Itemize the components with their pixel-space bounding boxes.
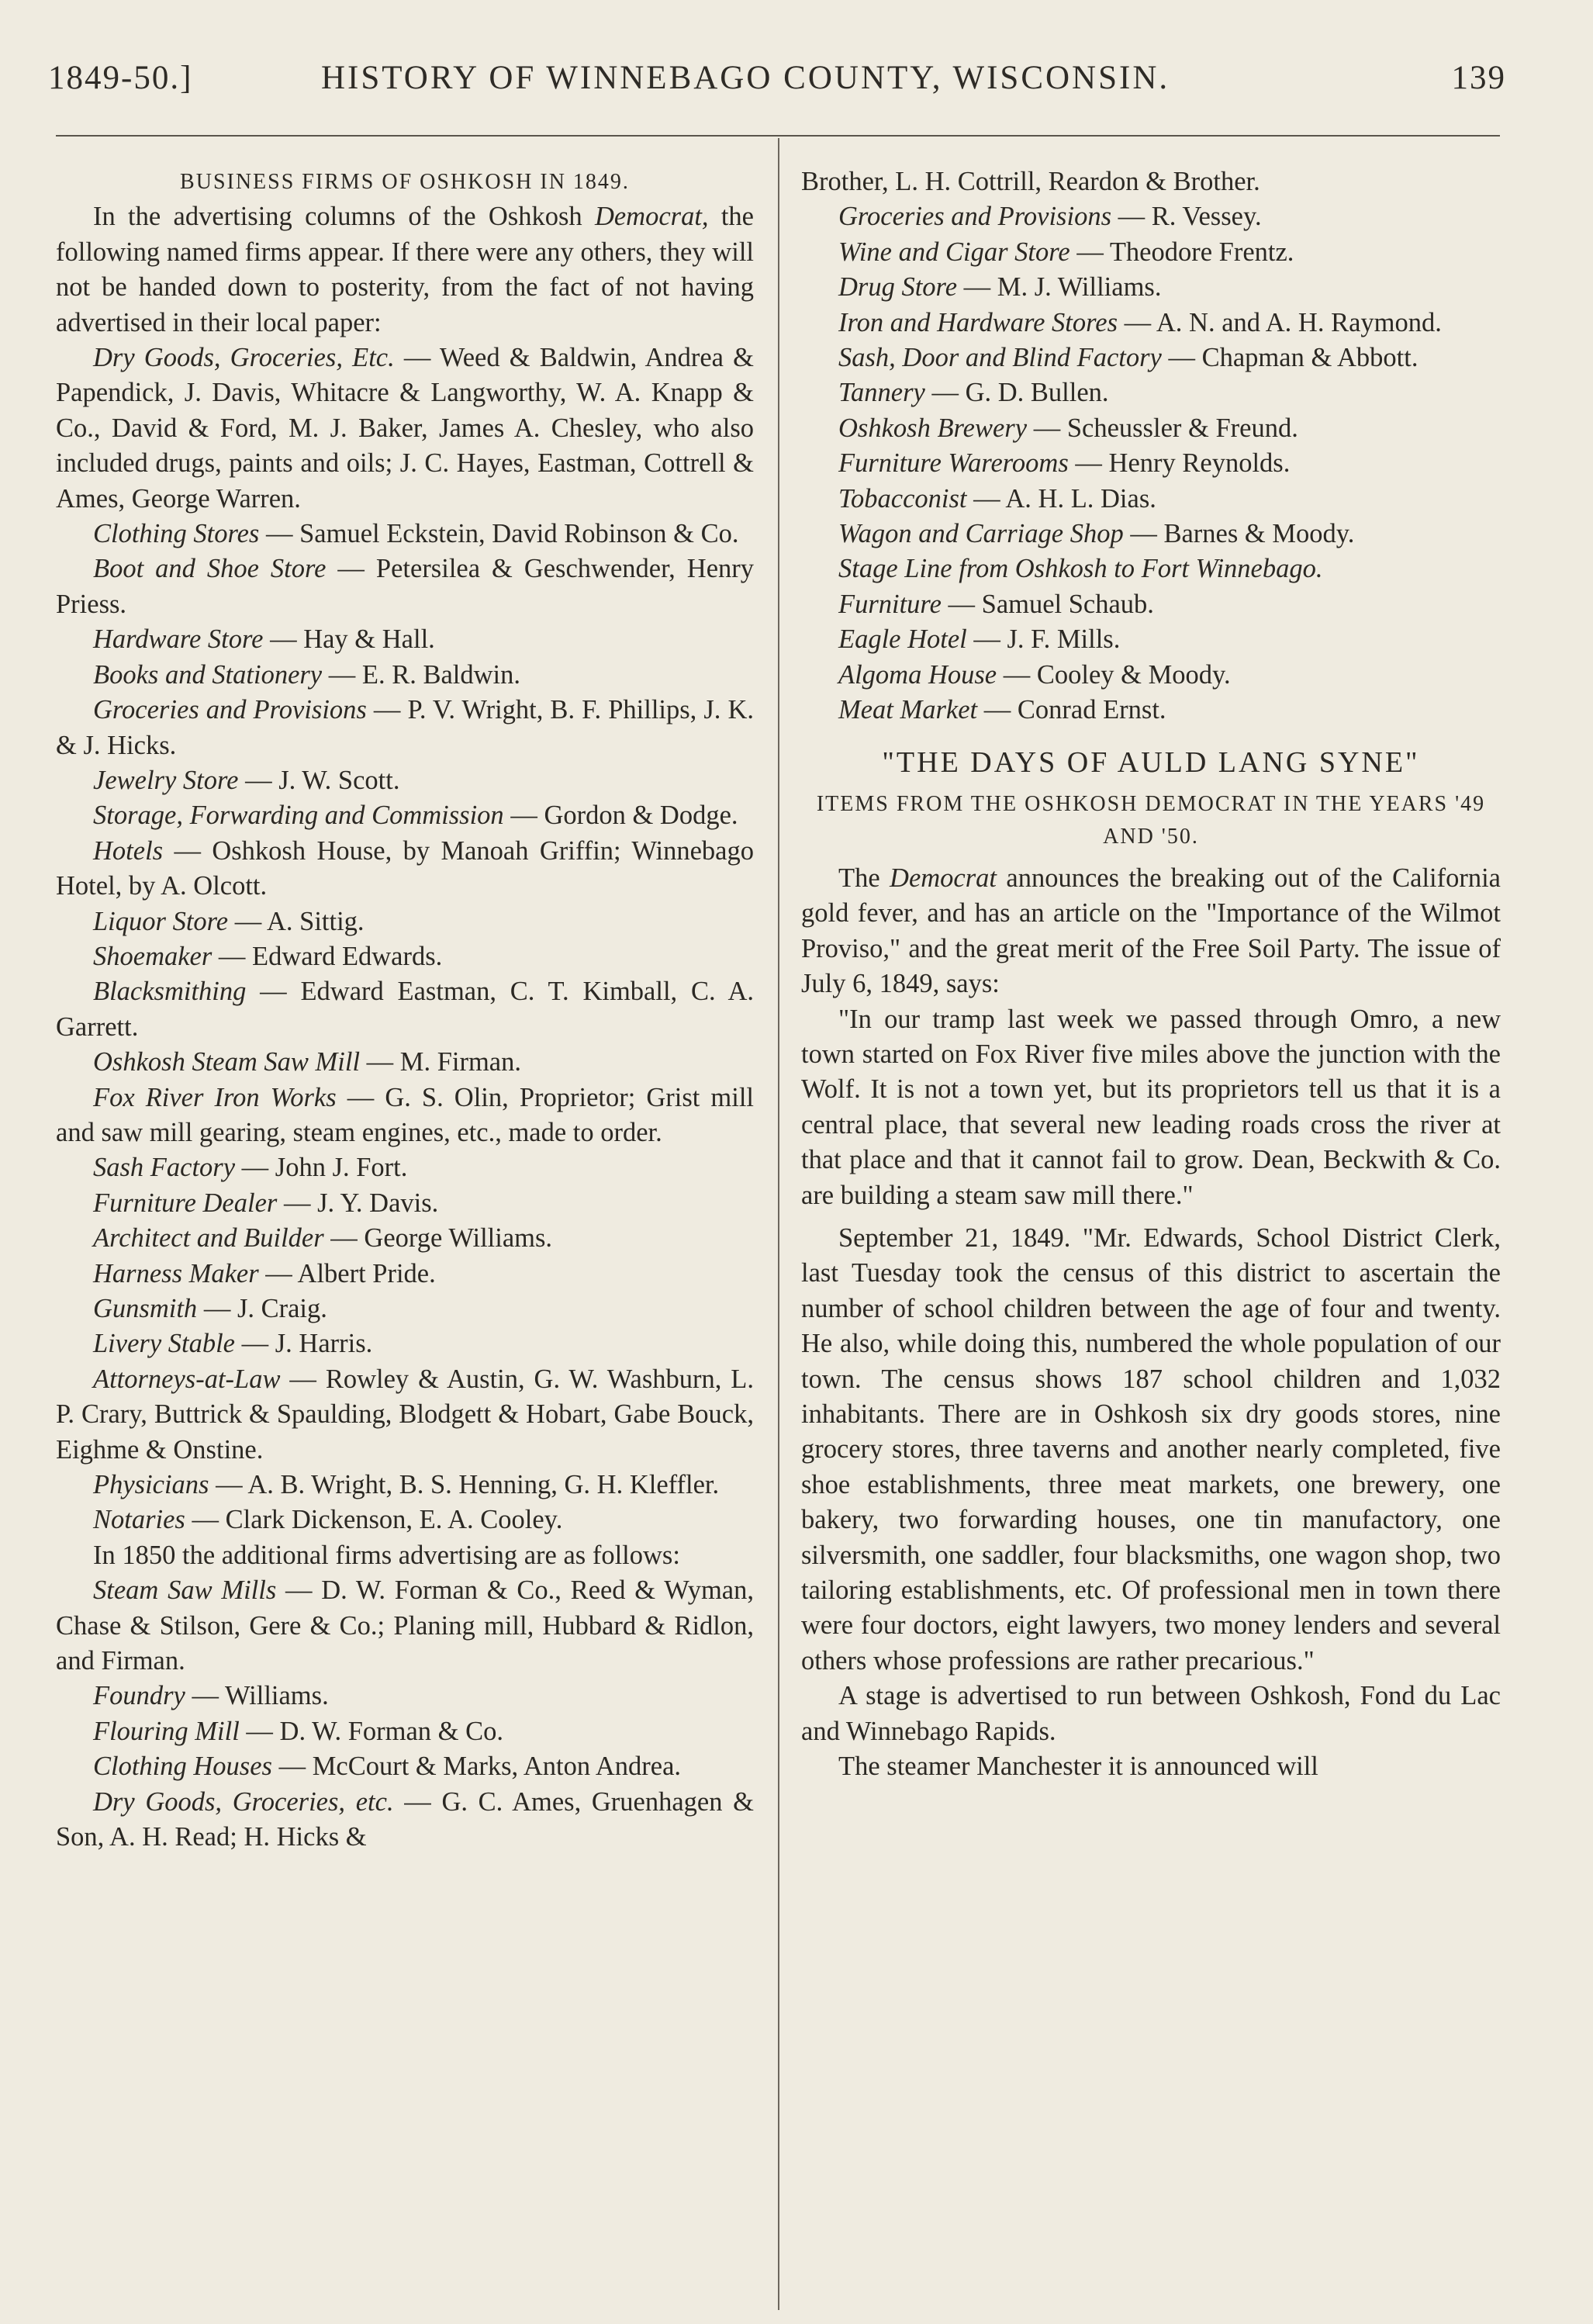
auld-lang-syne-title: "THE DAYS OF AULD LANG SYNE" xyxy=(882,745,1420,779)
firm-names: P. V. Wright, B. F. Phillips, J. K. & J. Hicks. xyxy=(56,695,755,760)
firm-entry: Iron and Hardware Stores — A. N. and A. H. Raymond. xyxy=(838,307,1442,337)
business-category: Eagle Hotel xyxy=(838,624,967,655)
left-column xyxy=(56,164,754,1855)
auld-lang-syne-subtitle: ITEMS FROM THE OSHKOSH DEMOCRAT IN THE YEARS '49 AND '50. xyxy=(816,791,1486,849)
firm-entry: Meat Market — Conrad Ernst. xyxy=(838,695,1166,725)
newspaper-name: Democrat xyxy=(890,863,997,893)
business-category: Hotels xyxy=(93,835,164,866)
business-category: Shoemaker xyxy=(93,941,213,971)
firm-entry: Sash Factory — John J. Fort. xyxy=(93,1153,408,1183)
firm-names: Chapman & Abbott. xyxy=(1201,343,1418,373)
business-category: Sash, Door and Blind Factory xyxy=(838,343,1162,373)
firm-entry: Clothing Houses — McCourt & Marks, Anton Andrea. xyxy=(93,1752,682,1782)
firm-names: Conrad Ernst. xyxy=(1017,695,1166,725)
firm-entry: Eagle Hotel — J. F. Mills. xyxy=(838,624,1121,655)
column-divider xyxy=(778,138,779,2310)
firm-list-continued-b xyxy=(801,587,1501,728)
firm-names: E. R. Baldwin. xyxy=(361,659,520,690)
paragraph-omro: "In our tramp last week we passed through Omro, a new town started on Fox River five miles above the junction with the Wolf. It is not a town yet, but its proprietors tell us that it is a central place, that several new leading roads cross the river at that place and that it cannot fail to grow. Dean, Beckwith & Co. are building a steam saw mill there." xyxy=(801,1004,1501,1210)
page-header xyxy=(48,59,1506,113)
newspaper-name: Democrat, xyxy=(594,202,709,232)
firm-entry: Attorneys-at-Law — Rowley & Austin, G. W. Washburn, L. P. Crary, Buttrick & Spaulding, Blodgett & Hobart, Gabe Bouck, Eighme & Onstine. xyxy=(56,1364,755,1465)
firm-names: Edward Eastman, C. T. Kimball, C. A. Garrett. xyxy=(56,977,754,1042)
intro-paragraph: In the advertising columns of the Oshkosh Democrat, the following named firms appear. If there were any others, they will not be handed down to posterity, from the fact of not having advertised in their local paper: xyxy=(56,202,754,337)
firm-names: Theodore Frentz. xyxy=(1109,237,1294,267)
firm-names: Barnes & Moody. xyxy=(1163,519,1355,549)
firm-names: John J. Fort. xyxy=(275,1153,408,1183)
firm-entry: Flouring Mill — D. W. Forman & Co. xyxy=(93,1716,504,1746)
firm-list-1849 xyxy=(56,341,754,1538)
business-category: Drug Store xyxy=(838,272,958,303)
paragraph-gold-fever: The Democrat announces the breaking out of the California gold fever, and has an article on the "Importance of the Wilmot Proviso," and the great merit of the Free Soil Party. The issue of July 6, 1849, says: xyxy=(801,863,1501,999)
firm-names: Edward Edwards. xyxy=(252,941,443,971)
header-date-range: 1849-50.] xyxy=(48,60,193,96)
firm-entry: Furniture — Samuel Schaub. xyxy=(838,589,1154,619)
firm-entry: Wagon and Carriage Shop — Barnes & Moody. xyxy=(838,519,1355,549)
business-category: Sash Factory xyxy=(93,1153,236,1183)
firm-names: A. Sittig. xyxy=(266,906,365,936)
firm-entry: Hotels — Oshkosh House, by Manoah Griffin; Winnebago Hotel, by A. Olcott. xyxy=(56,835,754,901)
firm-names: M. Firman. xyxy=(399,1047,521,1077)
business-category: Livery Stable xyxy=(93,1329,235,1359)
business-category: Liquor Store xyxy=(93,906,229,936)
business-category: Notaries xyxy=(93,1505,185,1535)
business-category: Groceries and Provisions xyxy=(838,202,1111,232)
firm-names: D. W. Forman & Co., Reed & Wyman, Chase & Stilson, Gere & Co.; Planing mill, Hubbard & Ridlon, and Firman. xyxy=(56,1575,754,1676)
firm-names: G. C. Ames, Gruenhagen & Son, A. H. Read; H. Hicks & xyxy=(56,1786,754,1852)
firm-list-continued xyxy=(801,199,1501,552)
firm-entry: Harness Maker — Albert Pride. xyxy=(93,1258,436,1288)
business-category: Attorneys-at-Law xyxy=(93,1364,281,1394)
firm-names: A. B. Wright, B. S. Henning, G. H. Kleffler. xyxy=(247,1470,720,1500)
business-category: Furniture xyxy=(838,589,942,619)
header-rule xyxy=(56,135,1500,137)
business-category: Dry Goods, Groceries, Etc. xyxy=(93,343,395,373)
business-category: Foundry xyxy=(93,1681,185,1711)
firm-names: J. Harris. xyxy=(275,1329,373,1359)
business-category: Groceries and Provisions xyxy=(93,695,367,725)
firm-entry: Furniture Warerooms — Henry Reynolds. xyxy=(838,448,1291,479)
firm-names: Albert Pride. xyxy=(297,1258,436,1288)
business-category: Clothing Houses xyxy=(93,1752,272,1782)
firm-entry: Blacksmithing — Edward Eastman, C. T. Kimball, C. A. Garrett. xyxy=(56,977,754,1042)
firm-entry: Groceries and Provisions — P. V. Wright, B. F. Phillips, J. K. & J. Hicks. xyxy=(56,695,755,760)
firm-entry: Sash, Door and Blind Factory — Chapman & Abbott. xyxy=(838,343,1418,373)
firm-names: J. W. Scott. xyxy=(278,765,400,795)
firm-entry: Furniture Dealer — J. Y. Davis. xyxy=(93,1188,439,1218)
firm-names: G. S. Olin, Proprietor; Grist mill and saw mill gearing, steam engines, etc., made to order. xyxy=(56,1082,755,1147)
business-category: Blacksmithing xyxy=(93,977,247,1007)
firm-list-1850 xyxy=(56,1573,754,1855)
firm-entry: Storage, Forwarding and Commission — Gordon & Dodge. xyxy=(93,801,738,831)
paragraph-steamer: The steamer Manchester it is announced will xyxy=(838,1752,1318,1782)
firm-names: George Williams. xyxy=(364,1223,553,1254)
firm-names: D. W. Forman & Co. xyxy=(279,1716,504,1746)
firm-entry: Physicians — A. B. Wright, B. S. Henning, G. H. Kleffler. xyxy=(93,1470,720,1500)
firm-entry: Groceries and Provisions — R. Vessey. xyxy=(838,202,1262,232)
firm-entry: Tobacconist — A. H. L. Dias. xyxy=(838,483,1156,514)
business-category: Books and Stationery xyxy=(93,659,323,690)
firm-entry: Gunsmith — J. Craig. xyxy=(93,1294,327,1323)
firm-names: Petersilea & Geschwender, Henry Priess. xyxy=(56,554,755,619)
firm-names: R. Vessey. xyxy=(1151,202,1262,232)
firm-entry: Fox River Iron Works — G. S. Olin, Proprietor; Grist mill and saw mill gearing, steam engines, etc., made to order. xyxy=(56,1082,755,1147)
firm-entry: Liquor Store — A. Sittig. xyxy=(93,906,365,936)
firm-names: Weed & Baldwin, Andrea & Papendick, J. Davis, Whitacre & Langworthy, W. A. Knapp & Co., David & Ford, M. J. Baker, James A. Chesley, who also included drugs, paints and oils; J. C. Hayes, Eastman, Cottrell & Ames, George Warren. xyxy=(56,343,754,514)
firm-entry: Architect and Builder — George Williams. xyxy=(93,1223,553,1254)
continuation-text: Brother, L. H. Cottrill, Reardon & Brother. xyxy=(801,167,1260,196)
business-category: Fox River Iron Works xyxy=(93,1082,337,1112)
firm-entry: Shoemaker — Edward Edwards. xyxy=(93,941,443,971)
business-category: Oshkosh Brewery xyxy=(838,413,1028,443)
firm-entry: Notaries — Clark Dickenson, E. A. Cooley. xyxy=(93,1505,563,1535)
business-category: Algoma House xyxy=(838,659,997,690)
firm-names: J. Craig. xyxy=(237,1294,327,1323)
firm-entry: Hardware Store — Hay & Hall. xyxy=(93,624,435,655)
firm-entry: Dry Goods, Groceries, Etc. — Weed & Baldwin, Andrea & Papendick, J. Davis, Whitacre & Langworthy, W. A. Knapp & Co., David & Ford, M. J. Baker, James A. Chesley, who also included drugs, paints and oils; J. C. Hayes, Eastman, Cottrell & Ames, George Warren. xyxy=(56,343,754,514)
business-category: Steam Saw Mills xyxy=(93,1575,277,1606)
firm-entry: Jewelry Store — J. W. Scott. xyxy=(93,765,400,795)
firm-names: Samuel Schaub. xyxy=(981,589,1154,619)
firm-names: Cooley & Moody. xyxy=(1036,659,1231,690)
business-category: Gunsmith xyxy=(93,1294,198,1323)
firm-names: Clark Dickenson, E. A. Cooley. xyxy=(225,1505,563,1535)
firm-entry: Livery Stable — J. Harris. xyxy=(93,1329,373,1359)
firm-names: M. J. Williams. xyxy=(997,272,1162,303)
firm-names: A. H. L. Dias. xyxy=(1005,483,1156,514)
paragraph-census: September 21, 1849. "Mr. Edwards, School District Clerk, last Tuesday took the census of this district to ascertain the number of school children between the age of four and twenty. He also, while doing this, numbered the whole population of our town. The census shows 187 school children and 1,032 inhabitants. There are in Oshkosh six dry goods stores, nine grocery stores, three taverns and another nearly completed, five shoe establishments, three meat markets, one brewery, one bakery, two forwarding houses, one tin manufactory, one silversmith, one saddler, four blacksmiths, one wagon shop, two tailoring establishments, etc. Of professional men in town there were four doctors, eight lawyers, two money lenders and several others whose professions are rather precarious." xyxy=(801,1223,1501,1676)
firm-entry: Algoma House — Cooley & Moody. xyxy=(838,659,1231,690)
firm-names: McCourt & Marks, Anton Andrea. xyxy=(312,1752,682,1782)
business-category: Boot and Shoe Store xyxy=(93,554,327,584)
business-category: Jewelry Store xyxy=(93,765,239,795)
business-category: Storage, Forwarding and Commission xyxy=(93,801,504,831)
business-category: Oshkosh Steam Saw Mill xyxy=(93,1047,361,1077)
firm-entry: Clothing Stores — Samuel Eckstein, David Robinson & Co. xyxy=(93,519,739,549)
paragraph-stage: A stage is advertised to run between Oshkosh, Fond du Lac and Winnebago Rapids. xyxy=(801,1681,1501,1746)
business-category: Architect and Builder xyxy=(93,1223,324,1254)
firm-entry: Oshkosh Brewery — Scheussler & Freund. xyxy=(838,413,1298,443)
firm-entry: Steam Saw Mills — D. W. Forman & Co., Reed & Wyman, Chase & Stilson, Gere & Co.; Planing mill, Hubbard & Ridlon, and Firman. xyxy=(56,1575,754,1676)
firm-entry: Tannery — G. D. Bullen. xyxy=(838,378,1109,408)
business-category: Furniture Dealer xyxy=(93,1188,278,1218)
firm-names: A. N. and A. H. Raymond. xyxy=(1156,307,1442,337)
firm-names: Scheussler & Freund. xyxy=(1066,413,1298,443)
firm-names: J. Y. Davis. xyxy=(317,1188,439,1218)
stage-line-entry: Stage Line from Oshkosh to Fort Winnebago. xyxy=(838,554,1323,584)
business-category: Physicians xyxy=(93,1470,209,1500)
firm-names: Williams. xyxy=(224,1681,329,1711)
firm-names: G. D. Bullen. xyxy=(965,378,1109,408)
right-column xyxy=(801,164,1501,1784)
firm-names: Oshkosh House, by Manoah Griffin; Winnebago Hotel, by A. Olcott. xyxy=(56,835,754,901)
business-category: Iron and Hardware Stores xyxy=(838,307,1118,337)
business-category: Dry Goods, Groceries, etc. xyxy=(93,1786,394,1817)
intro-1850: In 1850 the additional firms advertising are as follows: xyxy=(93,1540,680,1570)
firm-entry: Boot and Shoe Store — Petersilea & Geschwender, Henry Priess. xyxy=(56,554,755,619)
firm-entry: Oshkosh Steam Saw Mill — M. Firman. xyxy=(93,1047,521,1077)
business-category: Harness Maker xyxy=(93,1258,259,1288)
business-category: Flouring Mill xyxy=(93,1716,240,1746)
business-category: Hardware Store xyxy=(93,624,264,655)
firm-names: Henry Reynolds. xyxy=(1108,448,1291,479)
firm-entry: Books and Stationery — E. R. Baldwin. xyxy=(93,659,520,690)
business-category: Clothing Stores xyxy=(93,519,260,549)
business-category: Tannery xyxy=(838,378,925,408)
page-number: 139 xyxy=(1451,60,1506,96)
firm-names: Gordon & Dodge. xyxy=(544,801,738,831)
business-category: Furniture Warerooms xyxy=(838,448,1069,479)
firm-entry: Foundry — Williams. xyxy=(93,1681,329,1711)
business-category: Wagon and Carriage Shop xyxy=(838,519,1124,549)
firm-entry: Drug Store — M. J. Williams. xyxy=(838,272,1162,303)
firm-names: Rowley & Austin, G. W. Washburn, L. P. Crary, Buttrick & Spaulding, Blodgett & Hobart, Gabe Bouck, Eighme & Onstine. xyxy=(56,1364,755,1465)
firm-names: J. F. Mills. xyxy=(1007,624,1121,655)
firm-names: Samuel Eckstein, David Robinson & Co. xyxy=(299,519,739,549)
business-category: Wine and Cigar Store xyxy=(838,237,1070,267)
firm-entry: Wine and Cigar Store — Theodore Frentz. xyxy=(838,237,1294,267)
business-category: Tobacconist xyxy=(838,483,967,514)
business-category: Meat Market xyxy=(838,695,978,725)
section-heading-1849: BUSINESS FIRMS OF OSHKOSH IN 1849. xyxy=(180,170,630,194)
header-title: HISTORY OF WINNEBAGO COUNTY, WISCONSIN. xyxy=(321,60,1170,96)
firm-names: Hay & Hall. xyxy=(303,624,435,655)
firm-entry: Dry Goods, Groceries, etc. — G. C. Ames, Gruenhagen & Son, A. H. Read; H. Hicks & xyxy=(56,1786,754,1852)
